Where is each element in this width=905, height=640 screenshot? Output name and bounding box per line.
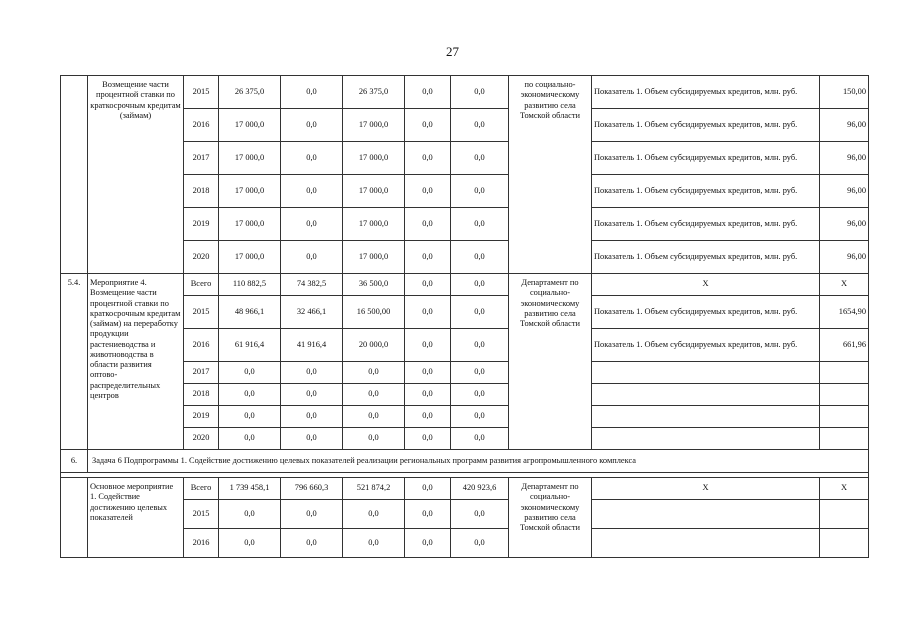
funding-cell: 0,0 [451,529,509,558]
year-cell: 2020 [184,428,219,450]
funding-cell: 0,0 [281,142,343,175]
funding-cell: 0,0 [405,241,451,274]
indicator-cell [592,428,820,450]
indicator-cell: Показатель 1. Объем субсидируемых кредитов, млн. руб. [592,296,820,329]
funding-cell: 0,0 [451,296,509,329]
funding-cell: 17 000,0 [343,142,405,175]
funding-cell: 0,0 [343,428,405,450]
indicator-cell: Х [592,478,820,500]
funding-cell: 0,0 [281,500,343,529]
funding-cell: 0,0 [451,329,509,362]
total-cell: 110 882,5 [219,274,281,296]
indicator-value: 96,00 [820,208,869,241]
indicator-value [820,384,869,406]
funding-cell: 0,0 [451,428,509,450]
indicator-value: 96,00 [820,142,869,175]
funding-cell: 0,0 [451,500,509,529]
funding-cell: 420 923,6 [451,478,509,500]
indicator-value: 96,00 [820,241,869,274]
year-cell: 2018 [184,384,219,406]
year-cell: 2019 [184,406,219,428]
funding-cell: 0,0 [281,241,343,274]
year-cell: 2015 [184,296,219,329]
total-cell: 17 000,0 [219,175,281,208]
funding-cell: 0,0 [405,428,451,450]
indicator-cell: Показатель 1. Объем субсидируемых кредитов, млн. руб. [592,208,820,241]
total-cell: 17 000,0 [219,241,281,274]
funding-cell: 17 000,0 [343,175,405,208]
year-cell: 2017 [184,142,219,175]
funding-cell: 0,0 [405,406,451,428]
funding-cell: 0,0 [281,406,343,428]
funding-cell: 0,0 [451,76,509,109]
indicator-value: 661,96 [820,329,869,362]
funding-cell: 0,0 [281,175,343,208]
funding-cell: 0,0 [451,362,509,384]
funding-cell: 0,0 [281,109,343,142]
funding-cell: 0,0 [281,208,343,241]
activity-name: Мероприятие 4. Возмещение части процентной ставки по краткосрочным кредитам (займам) на переработку продукции растениеводства и животноводства в области развития оптово-распределительных центров [88,274,184,450]
indicator-value [820,500,869,529]
funding-cell: 20 000,0 [343,329,405,362]
activity-name: Основное мероприятие 1. Содействие достижению целевых показателей [88,478,184,558]
year-cell: 2016 [184,329,219,362]
executor-cell: Департамент по социально-экономическому развитию села Томской области [509,478,592,558]
year-cell: 2015 [184,500,219,529]
total-cell: 48 966,1 [219,296,281,329]
indicator-cell: Показатель 1. Объем субсидируемых кредитов, млн. руб. [592,329,820,362]
funding-cell: 0,0 [343,384,405,406]
funding-cell: 17 000,0 [343,208,405,241]
funding-cell: 0,0 [451,175,509,208]
funding-cell: 36 500,0 [343,274,405,296]
funding-cell: 17 000,0 [343,109,405,142]
funding-cell: 0,0 [405,142,451,175]
funding-cell: 0,0 [405,208,451,241]
indicator-cell [592,529,820,558]
year-cell: 2019 [184,208,219,241]
indicator-cell: Показатель 1. Объем субсидируемых кредитов, млн. руб. [592,76,820,109]
funding-cell: 0,0 [451,274,509,296]
indicator-value [820,362,869,384]
indicator-cell: Показатель 1. Объем субсидируемых кредитов, млн. руб. [592,175,820,208]
total-cell: 1 739 458,1 [219,478,281,500]
indicator-cell: Х [592,274,820,296]
funding-cell: 0,0 [405,274,451,296]
funding-cell: 0,0 [405,329,451,362]
indicator-cell [592,362,820,384]
indicator-cell [592,500,820,529]
funding-cell: 0,0 [343,529,405,558]
indicator-value: Х [820,478,869,500]
year-cell: 2016 [184,109,219,142]
row-number-cell [61,478,88,558]
activity-name: Возмещение части процентной ставки по краткосрочным кредитам (займам) [88,76,184,274]
funding-cell: 0,0 [405,384,451,406]
funding-cell: 0,0 [405,362,451,384]
total-cell: 26 375,0 [219,76,281,109]
indicator-value [820,428,869,450]
funding-cell: 0,0 [405,76,451,109]
funding-cell: 0,0 [281,428,343,450]
indicator-cell: Показатель 1. Объем субсидируемых кредитов, млн. руб. [592,241,820,274]
indicator-value [820,406,869,428]
funding-cell: 17 000,0 [343,241,405,274]
funding-cell: 0,0 [451,384,509,406]
executor-cell: Департамент по социально-экономическому развитию села Томской области [509,274,592,450]
row-number-cell: 5.4. [61,274,88,450]
indicator-cell [592,406,820,428]
funding-cell: 0,0 [281,384,343,406]
table-row [61,274,869,296]
year-cell: 2018 [184,175,219,208]
funding-cell: 0,0 [451,109,509,142]
funding-cell: 0,0 [405,296,451,329]
year-cell: 2016 [184,529,219,558]
executor-cell: по социально-экономическому развитию села Томской области [509,76,592,274]
row-number-cell [61,76,88,274]
funding-cell: 796 660,3 [281,478,343,500]
funding-cell: 26 375,0 [343,76,405,109]
funding-cell: 32 466,1 [281,296,343,329]
total-cell: 17 000,0 [219,109,281,142]
funding-cell: 0,0 [405,478,451,500]
funding-cell: 0,0 [281,362,343,384]
table-row [61,76,869,109]
total-cell: 0,0 [219,500,281,529]
task-number: 6. [61,450,88,473]
funding-cell: 0,0 [405,175,451,208]
indicator-value: Х [820,274,869,296]
funding-cell: 16 500,00 [343,296,405,329]
total-cell: 17 000,0 [219,208,281,241]
year-cell: 2017 [184,362,219,384]
indicator-cell [592,384,820,406]
total-cell: 0,0 [219,428,281,450]
funding-cell: 74 382,5 [281,274,343,296]
indicator-cell: Показатель 1. Объем субсидируемых кредитов, млн. руб. [592,109,820,142]
program-table [60,75,869,558]
indicator-value: 96,00 [820,109,869,142]
funding-cell: 0,0 [405,529,451,558]
funding-cell: 41 916,4 [281,329,343,362]
total-cell: 0,0 [219,362,281,384]
table-row [61,450,869,473]
funding-cell: 0,0 [451,406,509,428]
total-cell: 0,0 [219,384,281,406]
year-cell: 2020 [184,241,219,274]
year-cell: Всего [184,478,219,500]
funding-cell: 0,0 [405,500,451,529]
indicator-value: 1654,90 [820,296,869,329]
funding-cell: 0,0 [451,142,509,175]
table-row [61,478,869,500]
funding-cell: 0,0 [281,529,343,558]
total-cell: 17 000,0 [219,142,281,175]
funding-cell: 521 874,2 [343,478,405,500]
page-number: 27 [446,44,459,59]
funding-cell: 0,0 [405,109,451,142]
funding-cell: 0,0 [281,76,343,109]
total-cell: 61 916,4 [219,329,281,362]
funding-cell: 0,0 [343,500,405,529]
funding-cell: 0,0 [343,406,405,428]
indicator-cell: Показатель 1. Объем субсидируемых кредитов, млн. руб. [592,142,820,175]
indicator-value [820,529,869,558]
funding-cell: 0,0 [451,241,509,274]
task-title: Задача 6 Подпрограммы 1. Содействие достижению целевых показателей реализации региональных программ развития агропромышленного комплекса [88,450,869,473]
indicator-value: 150,00 [820,76,869,109]
indicator-value: 96,00 [820,175,869,208]
funding-cell: 0,0 [343,362,405,384]
total-cell: 0,0 [219,406,281,428]
year-cell: Всего [184,274,219,296]
total-cell: 0,0 [219,529,281,558]
year-cell: 2015 [184,76,219,109]
funding-cell: 0,0 [451,208,509,241]
